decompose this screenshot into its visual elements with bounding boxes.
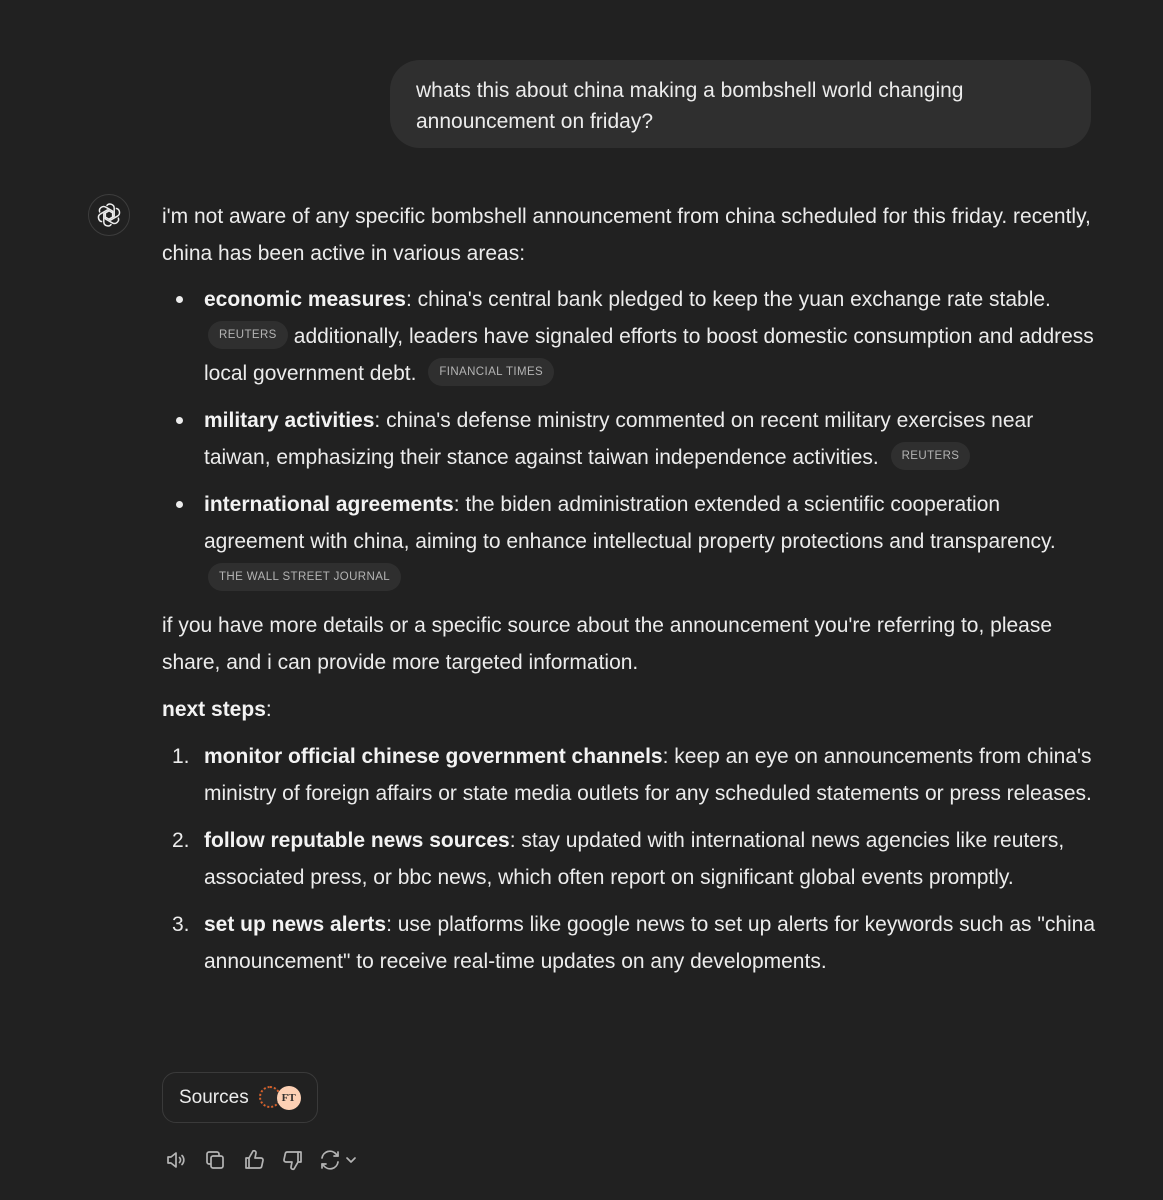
step-number: 2.	[172, 829, 190, 852]
bullet-text: : china's central bank pledged to keep the yuan exchange rate stable.	[405, 288, 1051, 311]
step-item	[162, 906, 1102, 980]
thumbs-up-icon[interactable]	[240, 1146, 268, 1174]
bullet-item-economic	[162, 281, 1102, 392]
step-title: follow reputable news sources	[204, 829, 510, 852]
next-steps-heading	[162, 691, 1102, 728]
bullet-title: military activities	[204, 409, 375, 432]
regenerate-icon[interactable]	[318, 1146, 362, 1174]
step-title: set up news alerts	[204, 913, 387, 936]
openai-logo-icon	[97, 203, 121, 227]
step-text: : keep an eye on announcements from china's ministry of foreign affairs or state media outlets for any scheduled statements or press releases.	[204, 745, 1092, 805]
step-text: : stay updated with international news agencies like reuters, associated press, or bbc news, which often report on significant global events promptly.	[204, 829, 1065, 889]
source-pill-reuters[interactable]: REUTERS	[891, 442, 971, 470]
steps-list	[162, 738, 1102, 980]
assistant-avatar	[88, 194, 130, 236]
user-message-line: whats this about china making a bombshell world changing	[416, 79, 964, 102]
bullet-dot	[176, 501, 183, 508]
user-message-bubble	[390, 60, 1091, 148]
bullet-dot	[176, 417, 183, 424]
bullet-dot	[176, 296, 183, 303]
step-text: : use platforms like google news to set up alerts for keywords such as "china announcement" to receive real-time updates on any developments.	[204, 913, 1096, 973]
bullet-text: : china's defense ministry commented on recent military exercises near taiwan, emphasizing their stance against taiwan independence activities.	[204, 409, 1034, 469]
answer-intro: i'm not aware of any specific bombshell announcement from china scheduled for this friday. recently, china has been active in various areas:	[162, 205, 1091, 265]
bullet-item-military	[162, 402, 1102, 476]
thumbs-down-icon[interactable]	[279, 1146, 307, 1174]
step-title: monitor official chinese government channels	[204, 745, 663, 768]
message-actions	[162, 1146, 373, 1174]
step-item	[162, 738, 1102, 812]
bullet-text: additionally, leaders have signaled efforts to boost domestic consumption and address local government debt.	[204, 325, 1094, 385]
bullet-title: international agreements	[204, 493, 454, 516]
answer-followup: if you have more details or a specific source about the announcement you're referring to, please share, and i can provide more targeted information.	[162, 614, 1053, 674]
bullet-list	[162, 281, 1102, 597]
sources-button[interactable]	[162, 1072, 318, 1123]
sources-label: Sources	[179, 1086, 249, 1108]
read-aloud-icon[interactable]	[162, 1146, 190, 1174]
assistant-message	[162, 198, 1102, 990]
step-number: 1.	[172, 745, 190, 768]
next-steps-colon: :	[265, 698, 272, 721]
source-pill-financial-times[interactable]: FINANCIAL TIMES	[428, 358, 554, 386]
bullet-text: : the biden administration extended a scientific cooperation agreement with china, aiming to enhance intellectual property protections and transparency.	[204, 493, 1056, 553]
sources-favicons	[259, 1085, 307, 1111]
next-steps-heading-text: next steps	[162, 698, 266, 721]
step-item	[162, 822, 1102, 896]
source-pill-wsj[interactable]: THE WALL STREET JOURNAL	[208, 563, 401, 591]
copy-icon[interactable]	[201, 1146, 229, 1174]
bullet-title: economic measures	[204, 288, 406, 311]
step-number: 3.	[172, 913, 190, 936]
ft-logo-icon: FT	[277, 1086, 301, 1110]
source-pill-reuters[interactable]: REUTERS	[208, 321, 288, 349]
bullet-item-international	[162, 486, 1102, 597]
user-message-line: announcement on friday?	[416, 110, 653, 133]
